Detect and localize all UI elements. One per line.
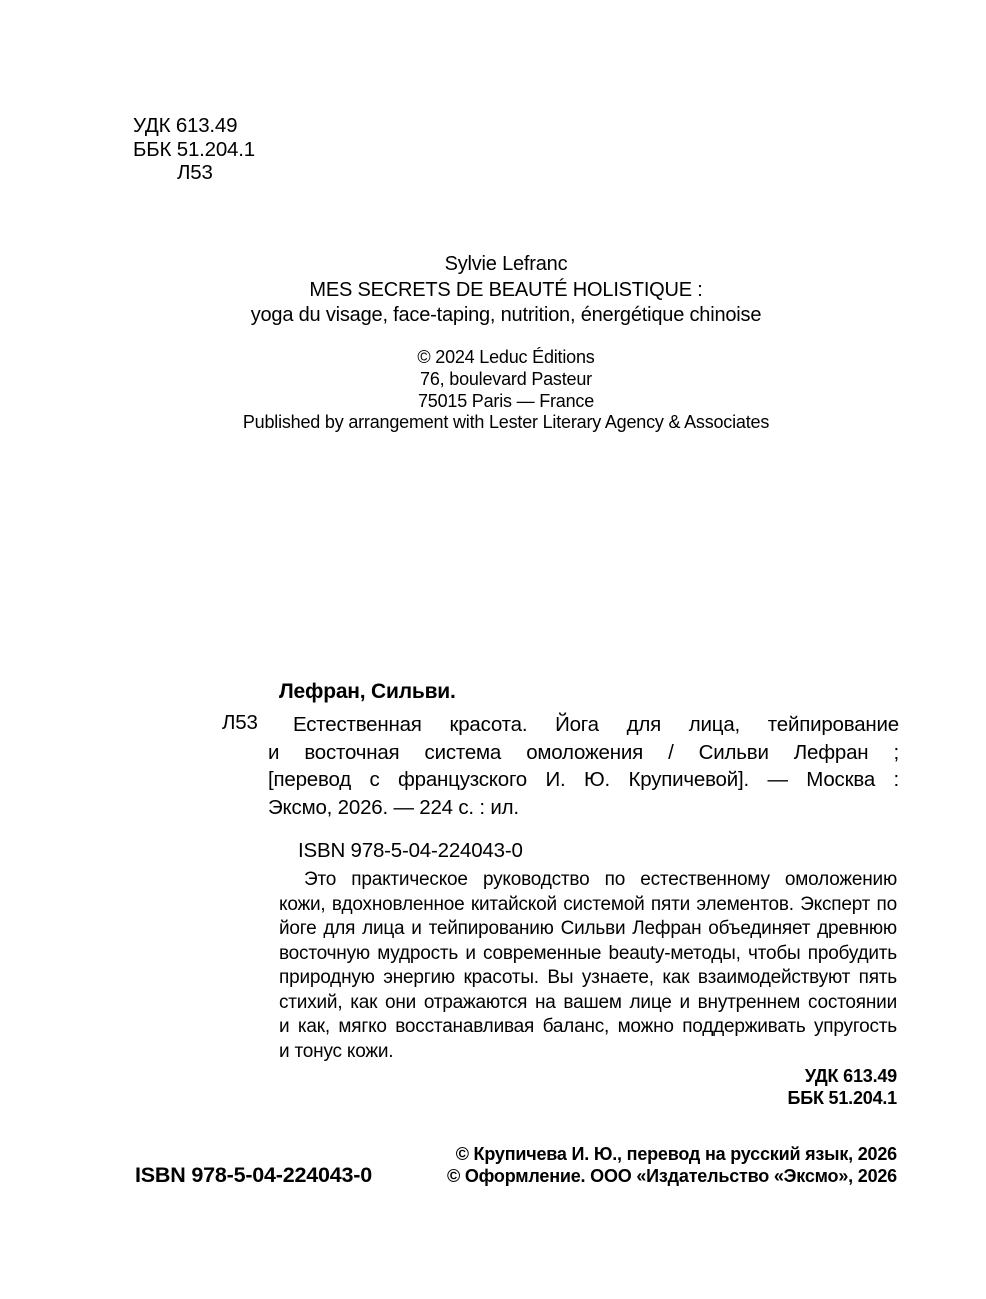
original-publisher-block xyxy=(110,347,902,434)
text-line: природную энергию красоты. Вы узнаете, как взаимодействуют пять xyxy=(279,967,897,988)
author-sign: Л53 xyxy=(177,161,213,184)
udk-code: УДК 613.49 xyxy=(133,114,238,137)
classification-codes-top xyxy=(133,114,255,185)
text-line: Естественная красота. Йога для лица, тейпирование xyxy=(293,713,899,736)
udk-code-bottom: УДК 613.49 xyxy=(804,1066,897,1086)
catalog-description xyxy=(268,711,899,821)
bbk-code-bottom: ББК 51.204.1 xyxy=(787,1087,897,1108)
text-line: [перевод с французского И. Ю. Крупичевой]. — Москва : xyxy=(268,768,899,791)
text-line: © Оформление. ООО «Издательство «Эксмо», 2026 xyxy=(446,1165,897,1186)
text-line: © 2024 Leduc Éditions xyxy=(417,347,595,367)
catalog-author-heading: Лефран, Сильви. xyxy=(279,680,456,703)
footer-copyrights xyxy=(380,1144,897,1187)
text-line: восточную мудрость и современные beauty-методы, чтобы пробудить xyxy=(279,942,897,964)
annotation-paragraph xyxy=(279,868,897,1064)
text-line: и как, мягко восстанавливая баланс, можно поддерживать упругость xyxy=(279,1016,897,1037)
text-line: MES SECRETS DE BEAUTÉ HOLISTIQUE : xyxy=(309,278,703,301)
text-line: стихий, как они отражаются на вашем лице и внутреннем состоянии xyxy=(279,991,897,1013)
text-line: Sylvie Lefranc xyxy=(444,253,568,275)
text-line: Published by arrangement with Lester Literary Agency & Associates xyxy=(242,412,770,433)
text-line: йоге для лица и тейпированию Сильви Лефран объединяет древнюю xyxy=(279,918,897,939)
bbk-code: ББК 51.204.1 xyxy=(133,137,255,161)
text-line: и тонус кожи. xyxy=(279,1040,394,1062)
catalog-isbn: ISBN 978-5-04-224043-0 xyxy=(298,839,523,862)
text-line: 76, boulevard Pasteur xyxy=(420,368,592,389)
text-line: кожи, вдохновленное китайской системой пяти элементов. Эксперт по xyxy=(279,893,897,915)
original-title-block xyxy=(110,252,902,329)
text-line: © Крупичева И. Ю., перевод на русский язык, 2026 xyxy=(455,1144,897,1164)
text-line: 75015 Paris — France xyxy=(417,390,595,411)
catalog-author-sign: Л53 xyxy=(222,711,258,734)
text-line: yoga du visage, face-taping, nutrition, énergétique chinoise xyxy=(250,304,762,326)
text-line: и восточная система омоложения / Сильви Лефран ; xyxy=(268,740,899,764)
text-line: Это практическое руководство по естественному омоложению xyxy=(304,869,897,890)
classification-codes-bottom xyxy=(597,1066,897,1109)
footer-isbn: ISBN 978-5-04-224043-0 xyxy=(135,1163,373,1187)
text-line: Эксмо, 2026. — 224 с. : ил. xyxy=(268,795,519,819)
